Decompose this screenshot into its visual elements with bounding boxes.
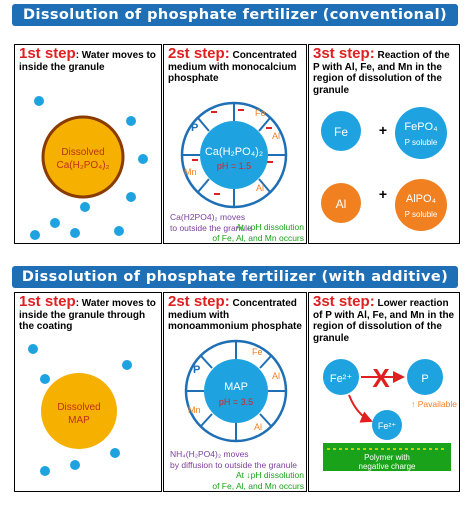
step3-header: 3st step: Reaction of the P with Al, Fe, and Mn in the region of dissolution of the granule <box>313 45 450 96</box>
additive-title: Dissolution of phosphate fertilizer (with additive) <box>12 266 458 288</box>
water-droplet <box>80 202 90 212</box>
granule-label-1: Dissolved <box>57 402 101 413</box>
granule-label-2: MAP <box>68 415 90 426</box>
fe2-label: Fe²⁺ <box>329 373 353 385</box>
label-fe: Fe <box>252 347 263 357</box>
additive-step3-panel <box>308 292 460 492</box>
step1-drawing <box>15 45 163 245</box>
granule-label-1: Dissolved <box>61 147 105 158</box>
plus-sign: + <box>378 122 388 138</box>
fepo4-soluble: P soluble <box>404 138 438 147</box>
fe-bottom-label: Fe²⁺ <box>377 421 397 431</box>
bind-arrow <box>349 395 371 421</box>
moves-line1: NH₄(H₂PO4)₂ moves <box>170 449 249 459</box>
minus-sign <box>211 111 217 113</box>
label-mn: Mn <box>188 405 201 415</box>
conventional-step2-panel <box>163 44 307 244</box>
core-ph: pH = 1.5 <box>216 161 252 171</box>
core-formula: Ca(H₂PO₄)₂ <box>204 146 264 158</box>
minus-sign <box>267 161 273 163</box>
additive-step1-panel <box>14 292 162 492</box>
polymer-line2: negative charge <box>358 462 416 471</box>
conventional-step3-panel <box>308 44 460 244</box>
step3-drawing <box>309 293 461 493</box>
step1-header: 1st step: Water moves to inside the granule <box>19 45 156 73</box>
polymer-line1: Polymer with <box>364 453 410 462</box>
conventional-title: Dissolution of phosphate fertilizer (conventional) <box>12 4 458 26</box>
water-droplet <box>126 192 136 202</box>
minus-sign <box>266 127 272 129</box>
water-droplet <box>28 344 38 354</box>
step2-header: 2st step: Concentrated medium with monocalcium phosphate <box>168 45 297 84</box>
core-ph: pH = 3.5 <box>218 397 254 407</box>
water-droplet <box>40 374 50 384</box>
water-droplet <box>138 154 148 164</box>
moves-line2: by diffusion to outside the granule <box>170 460 297 470</box>
conventional-step1-panel <box>14 44 162 244</box>
ph-note-2: of Fe, Al, and Mn occurs <box>212 481 304 491</box>
ph-note-2: of Fe, Al, and Mn occurs <box>212 233 304 243</box>
moves-line1: Ca(H2PO4)₂ moves <box>170 212 246 222</box>
step2-drawing <box>164 45 308 245</box>
step3-drawing <box>309 45 461 245</box>
step1-header: 1st step: Water moves to inside the granule through the coating <box>19 293 156 332</box>
water-droplet <box>34 96 44 106</box>
plus-sign: + <box>378 186 388 202</box>
water-droplet <box>122 360 132 370</box>
label-al-bottom: Al <box>256 183 265 193</box>
water-droplet <box>30 230 40 240</box>
fepo4-label: FePO₄ <box>404 121 438 133</box>
granule-label-2: Ca(H₂PO₄)₂ <box>56 160 110 171</box>
step3-header: 3st step: Lower reaction of P with Al, Fe, and Mn in the region of dissolution of the granule <box>313 293 455 344</box>
blocked-x: X <box>372 363 390 393</box>
water-droplet <box>126 116 136 126</box>
alpo4-circle <box>395 179 447 231</box>
alpo4-soluble: P soluble <box>404 210 438 219</box>
label-mn: Mn <box>184 167 197 177</box>
label-p: P <box>191 122 199 134</box>
alpo4-label: AlPO₄ <box>405 193 437 205</box>
core-formula: MAP <box>224 381 248 393</box>
step1-drawing <box>15 293 163 493</box>
ph-note-1: At ↓pH dissolution <box>235 222 304 232</box>
label-al-bottom: Al <box>254 422 263 432</box>
p-label: P <box>421 373 429 385</box>
label-fe: Fe <box>255 108 266 118</box>
label-al-right: Al <box>272 131 281 141</box>
water-droplet <box>70 228 80 238</box>
water-droplet <box>70 460 80 470</box>
ph-note-1: At ↓pH dissolution <box>235 470 304 480</box>
p-available: ↑ Pavailable <box>411 399 457 409</box>
fe-label: Fe <box>333 125 349 139</box>
step2-header: 2st step: Concentrated medium with monoammonium phosphate <box>168 293 302 332</box>
step2-drawing <box>164 293 308 493</box>
label-al-right: Al <box>272 371 281 381</box>
water-droplet <box>110 448 120 458</box>
additive-step2-panel <box>163 292 307 492</box>
minus-sign <box>192 159 198 161</box>
al-label: Al <box>335 197 347 211</box>
water-droplet <box>40 466 50 476</box>
water-droplet <box>50 218 60 228</box>
moves-line2: to outside the granule <box>170 223 252 233</box>
minus-sign <box>238 109 244 111</box>
fepo4-circle <box>395 107 447 159</box>
label-p: P <box>193 364 201 376</box>
minus-sign <box>214 193 220 195</box>
water-droplet <box>114 226 124 236</box>
